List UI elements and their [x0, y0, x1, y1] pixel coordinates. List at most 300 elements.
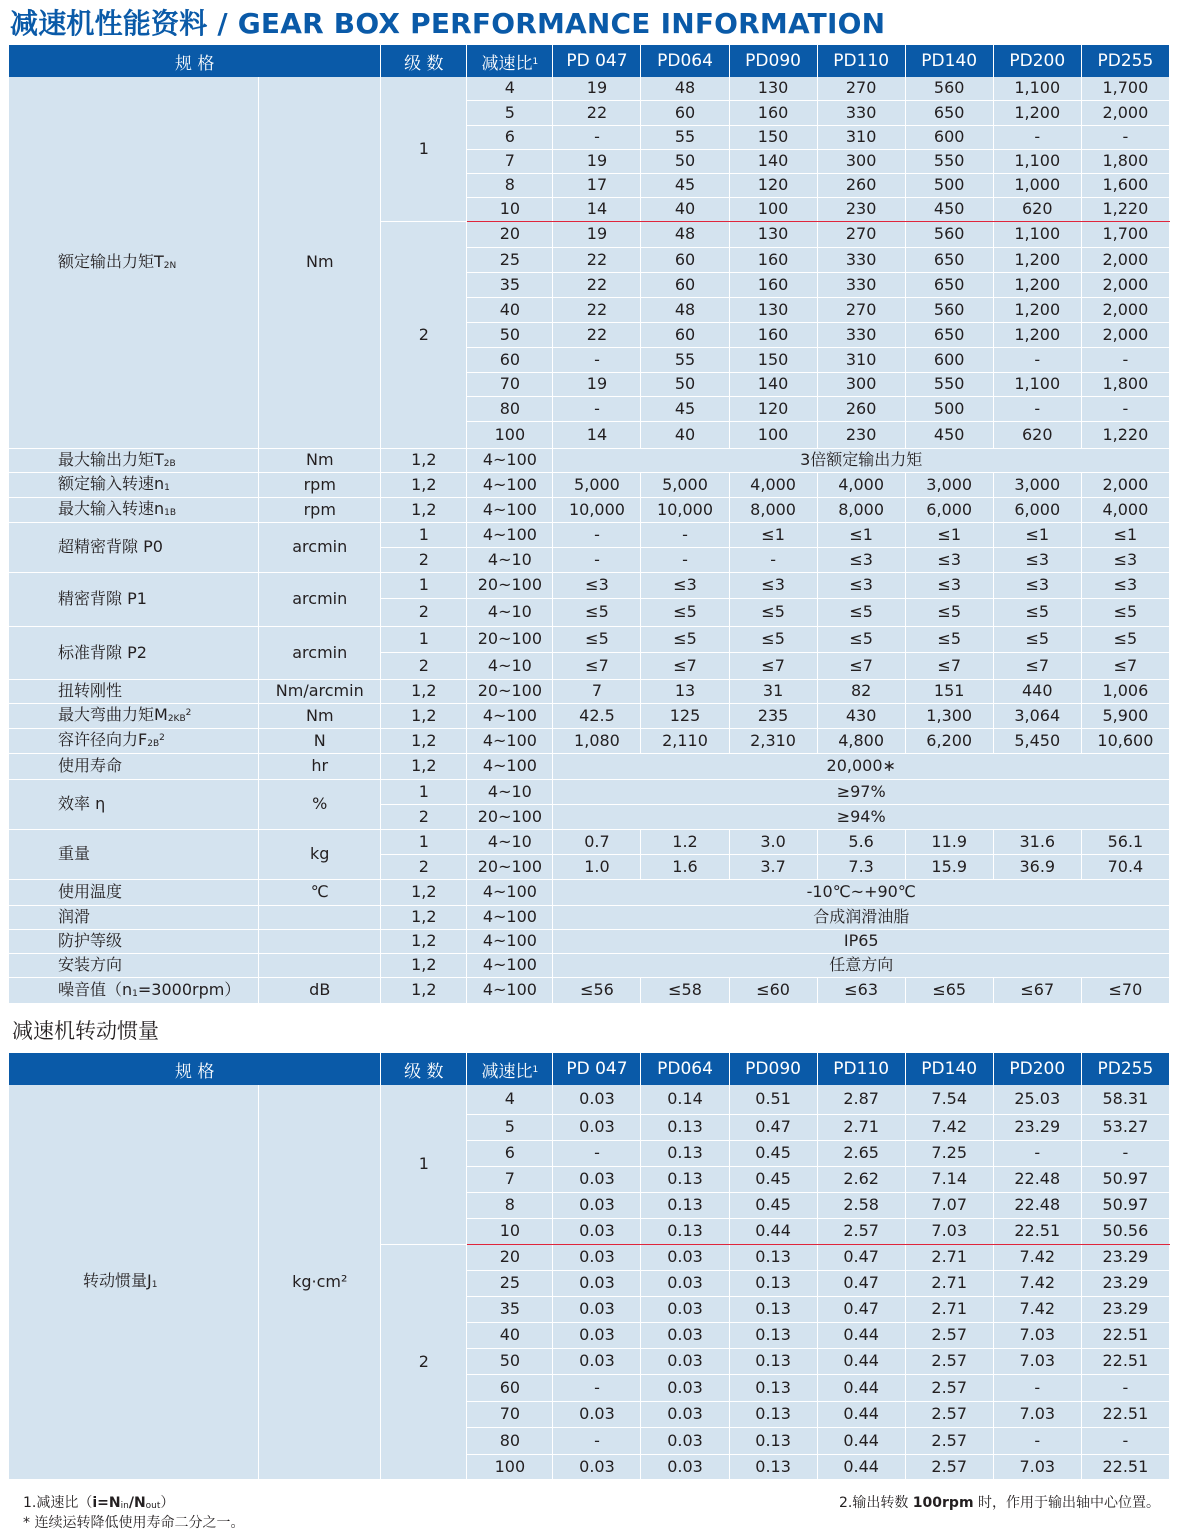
value-cell: 1,100 [993, 149, 1081, 173]
value-cell: 6,000 [905, 497, 993, 522]
value-cell: ≤56 [553, 977, 641, 1003]
value-cell: 0.03 [553, 1244, 641, 1270]
value-cell: 130 [729, 77, 817, 100]
temperature-label: 使用温度 [9, 879, 259, 905]
ratio-cell: 35 [467, 272, 553, 297]
value-cell: 0.13 [729, 1454, 817, 1479]
value-cell: - [553, 1140, 641, 1166]
value-cell: 7.25 [905, 1140, 993, 1166]
value-cell: 1,300 [905, 703, 993, 728]
table-row [9, 929, 1170, 953]
value-cell: 650 [905, 322, 993, 347]
table-row [9, 703, 1170, 728]
value-cell: 0.13 [641, 1192, 729, 1218]
value-cell: 7.07 [905, 1192, 993, 1218]
stage-cell: 1 [381, 522, 467, 547]
value-cell: - [553, 347, 641, 372]
value-cell: 0.03 [553, 1218, 641, 1244]
value-cell: 140 [729, 372, 817, 396]
value-cell: 25.03 [993, 1085, 1081, 1114]
value-cell: 270 [817, 77, 905, 100]
ratio-cell: 4~100 [467, 497, 553, 522]
value-cell: 3.0 [729, 829, 817, 854]
ratio-cell: 4~10 [467, 829, 553, 854]
ratio-cell: 10 [467, 197, 553, 221]
value-cell: - [553, 547, 641, 572]
value-cell: ≤63 [817, 977, 905, 1003]
max_torque-value: 3倍额定输出力矩 [553, 448, 1170, 472]
table-row [9, 905, 1170, 929]
value-cell: 0.47 [817, 1296, 905, 1322]
value-cell: 3.7 [729, 854, 817, 879]
value-cell: 0.45 [729, 1140, 817, 1166]
table-row [9, 879, 1170, 905]
value-cell: 1,200 [993, 322, 1081, 347]
value-cell: 1,600 [1081, 173, 1169, 197]
value-cell: ≤5 [729, 598, 817, 626]
header-model: PD140 [905, 1053, 993, 1085]
ratio-cell: 25 [467, 1270, 553, 1296]
header-model: PD090 [729, 1053, 817, 1085]
value-cell: 1,100 [993, 221, 1081, 247]
backlash_p2-label: 标准背隙 P2 [9, 626, 259, 679]
ratio-cell: 8 [467, 1192, 553, 1218]
value-cell: 650 [905, 272, 993, 297]
value-cell: 55 [641, 125, 729, 149]
value-cell: 22 [553, 247, 641, 272]
value-cell: 3,000 [905, 472, 993, 497]
weight-unit: kg [259, 829, 381, 879]
value-cell: ≤7 [553, 652, 641, 679]
value-cell: ≤5 [817, 626, 905, 652]
value-cell: 19 [553, 77, 641, 100]
ratio-cell: 4~100 [467, 728, 553, 753]
value-cell: 150 [729, 125, 817, 149]
value-cell: 560 [905, 221, 993, 247]
value-cell: - [641, 547, 729, 572]
table-row [9, 779, 1170, 804]
stage-cell: 1,2 [381, 929, 467, 953]
value-cell: 50.97 [1081, 1166, 1169, 1192]
value-cell: 10,000 [553, 497, 641, 522]
value-cell: 2,110 [641, 728, 729, 753]
value-cell: 4,000 [729, 472, 817, 497]
value-cell: 23.29 [1081, 1270, 1169, 1296]
value-cell: 0.03 [641, 1401, 729, 1427]
value-cell: - [1081, 125, 1169, 149]
value-cell: 11.9 [905, 829, 993, 854]
value-cell: 650 [905, 100, 993, 125]
ratio-cell: 80 [467, 396, 553, 421]
value-cell: 0.13 [729, 1296, 817, 1322]
ratio-cell: 20~100 [467, 804, 553, 829]
value-cell: 1,700 [1081, 221, 1169, 247]
value-cell: 2.71 [905, 1270, 993, 1296]
ratio-cell: 100 [467, 421, 553, 448]
value-cell: ≤3 [553, 572, 641, 598]
value-cell: ≤7 [993, 652, 1081, 679]
value-cell: 7.03 [993, 1454, 1081, 1479]
value-cell: 7 [553, 679, 641, 703]
stage-cell: 1,2 [381, 703, 467, 728]
value-cell: 48 [641, 297, 729, 322]
value-cell: 8,000 [729, 497, 817, 522]
header-ratio: 减速比$^1$ [467, 1053, 553, 1085]
value-cell: - [729, 547, 817, 572]
protection-value: IP65 [553, 929, 1170, 953]
value-cell: ≤3 [641, 572, 729, 598]
stiffness-label: 扭转刚性 [9, 679, 259, 703]
table-row [9, 448, 1170, 472]
mounting-label: 安装方向 [9, 953, 259, 977]
value-cell: 4,000 [1081, 497, 1169, 522]
value-cell: 19 [553, 149, 641, 173]
stage-cell: 1,2 [381, 977, 467, 1003]
value-cell: 0.03 [641, 1244, 729, 1270]
ratio-cell: 40 [467, 297, 553, 322]
value-cell: - [553, 1374, 641, 1401]
ratio-cell: 60 [467, 1374, 553, 1401]
ratio-cell: 100 [467, 1454, 553, 1479]
header-model: PD200 [993, 1053, 1081, 1085]
ratio-cell: 4~100 [467, 448, 553, 472]
value-cell: 2,000 [1081, 322, 1169, 347]
value-cell: 50.56 [1081, 1218, 1169, 1244]
value-cell: 0.44 [817, 1374, 905, 1401]
value-cell: 1,700 [1081, 77, 1169, 100]
value-cell: 42.5 [553, 703, 641, 728]
header-model: PD140 [905, 45, 993, 77]
ratio-cell: 5 [467, 100, 553, 125]
performance-table [8, 45, 1170, 1004]
header-row [9, 1053, 1170, 1085]
stage-cell: 1 [381, 1085, 467, 1244]
header-model: PD110 [817, 1053, 905, 1085]
value-cell: ≤3 [905, 547, 993, 572]
value-cell: 150 [729, 347, 817, 372]
value-cell: ≤65 [905, 977, 993, 1003]
value-cell: 1,100 [993, 77, 1081, 100]
stiffness-unit: Nm/arcmin [259, 679, 381, 703]
value-cell: 100 [729, 421, 817, 448]
value-cell: 0.45 [729, 1166, 817, 1192]
header-model: PD090 [729, 45, 817, 77]
value-cell: ≤3 [993, 572, 1081, 598]
stage-cell: 2 [381, 854, 467, 879]
value-cell: 0.03 [553, 1192, 641, 1218]
value-cell: 0.03 [553, 1085, 641, 1114]
mounting-value: 任意方向 [553, 953, 1170, 977]
value-cell: - [993, 125, 1081, 149]
value-cell: 48 [641, 221, 729, 247]
value-cell: 560 [905, 77, 993, 100]
ratio-cell: 80 [467, 1427, 553, 1454]
value-cell: 0.03 [553, 1454, 641, 1479]
value-cell: 22.51 [1081, 1348, 1169, 1374]
ratio-cell: 4~100 [467, 753, 553, 779]
value-cell: 14 [553, 197, 641, 221]
value-cell: 1,080 [553, 728, 641, 753]
table-row [9, 679, 1170, 703]
value-cell: 13 [641, 679, 729, 703]
max_speed-label: 最大输入转速$n_{1B}$ [9, 497, 259, 522]
protection-unit [259, 929, 381, 953]
value-cell: 2.71 [905, 1244, 993, 1270]
value-cell: 2.57 [905, 1454, 993, 1479]
value-cell: ≤7 [729, 652, 817, 679]
value-cell: 440 [993, 679, 1081, 703]
value-cell: 0.14 [641, 1085, 729, 1114]
value-cell: 23.29 [993, 1114, 1081, 1140]
value-cell: 0.7 [553, 829, 641, 854]
value-cell: - [553, 1427, 641, 1454]
value-cell: 2.87 [817, 1085, 905, 1114]
value-cell: 0.44 [817, 1427, 905, 1454]
value-cell: 235 [729, 703, 817, 728]
value-cell: ≤3 [905, 572, 993, 598]
value-cell: ≤7 [1081, 652, 1169, 679]
efficiency-unit: % [259, 779, 381, 829]
value-cell: 1,800 [1081, 149, 1169, 173]
value-cell: - [1081, 396, 1169, 421]
bending-label: 最大弯曲力矩$M_{2KB}^2$ [9, 703, 259, 728]
value-cell: 31 [729, 679, 817, 703]
page-title: 减速机性能资料 / GEAR BOX PERFORMANCE INFORMATION [10, 7, 886, 40]
stage-cell: 1,2 [381, 472, 467, 497]
value-cell: ≤5 [729, 626, 817, 652]
value-cell: 230 [817, 197, 905, 221]
stage-cell: 2 [381, 221, 467, 448]
ratio-cell: 20~100 [467, 854, 553, 879]
temperature-unit: ℃ [259, 879, 381, 905]
value-cell: ≤1 [905, 522, 993, 547]
value-cell: 1,006 [1081, 679, 1169, 703]
value-cell: 60 [641, 247, 729, 272]
value-cell: ≤5 [553, 598, 641, 626]
value-cell: 0.03 [553, 1401, 641, 1427]
value-cell: 100 [729, 197, 817, 221]
value-cell: 2,310 [729, 728, 817, 753]
value-cell: 620 [993, 197, 1081, 221]
header-model: PD 047 [553, 45, 641, 77]
stage-cell: 1,2 [381, 953, 467, 977]
value-cell: 0.13 [641, 1166, 729, 1192]
value-cell: 550 [905, 372, 993, 396]
value-cell: 2.57 [905, 1374, 993, 1401]
table-row [9, 472, 1170, 497]
ratio-cell: 6 [467, 125, 553, 149]
value-cell: 45 [641, 173, 729, 197]
value-cell: 22.51 [1081, 1454, 1169, 1479]
ratio-cell: 4~100 [467, 879, 553, 905]
value-cell: - [993, 396, 1081, 421]
ratio-cell: 20~100 [467, 679, 553, 703]
value-cell: 4,800 [817, 728, 905, 753]
footnote-3: * 连续运转降低使用寿命二分之一。 [23, 1515, 245, 1531]
value-cell: 120 [729, 173, 817, 197]
value-cell: 23.29 [1081, 1244, 1169, 1270]
value-cell: 50 [641, 372, 729, 396]
value-cell: 60 [641, 322, 729, 347]
ratio-cell: 25 [467, 247, 553, 272]
value-cell: ≤70 [1081, 977, 1169, 1003]
efficiency-label: 效率 η [9, 779, 259, 829]
value-cell: 1,200 [993, 247, 1081, 272]
value-cell: 40 [641, 421, 729, 448]
value-cell: 17 [553, 173, 641, 197]
value-cell: - [993, 1140, 1081, 1166]
ratio-cell: 4~100 [467, 703, 553, 728]
value-cell: 7.42 [993, 1270, 1081, 1296]
max_speed-unit: rpm [259, 497, 381, 522]
value-cell: 0.03 [641, 1427, 729, 1454]
value-cell: 560 [905, 297, 993, 322]
ratio-cell: 20~100 [467, 626, 553, 652]
value-cell: 10,000 [641, 497, 729, 522]
footnote-2: 2.输出转数 100rpm 时，作用于输出轴中心位置。 [838, 1495, 1160, 1511]
ratio-cell: 4~100 [467, 953, 553, 977]
value-cell: ≤3 [817, 572, 905, 598]
value-cell: 1,000 [993, 173, 1081, 197]
ratio-cell: 4~100 [467, 522, 553, 547]
value-cell: ≤5 [905, 626, 993, 652]
ratio-cell: 50 [467, 1348, 553, 1374]
value-cell: ≤5 [1081, 626, 1169, 652]
value-cell: 14 [553, 421, 641, 448]
value-cell: ≤1 [1081, 522, 1169, 547]
value-cell: - [553, 522, 641, 547]
value-cell: 130 [729, 221, 817, 247]
header-model: PD064 [641, 45, 729, 77]
value-cell: 50 [641, 149, 729, 173]
value-cell: 2.71 [905, 1296, 993, 1322]
value-cell: ≤5 [641, 626, 729, 652]
value-cell: ≤1 [729, 522, 817, 547]
value-cell: ≤5 [553, 626, 641, 652]
value-cell: 0.03 [553, 1166, 641, 1192]
rated-torque-label: 额定输出力矩$T_{2N}$ [9, 77, 259, 448]
value-cell: 160 [729, 247, 817, 272]
backlash_p1-label: 精密背隙 P1 [9, 572, 259, 626]
ratio-cell: 20~100 [467, 572, 553, 598]
ratio-cell: 10 [467, 1218, 553, 1244]
value-cell: 4,000 [817, 472, 905, 497]
value-cell: 22 [553, 322, 641, 347]
value-cell: 330 [817, 100, 905, 125]
efficiency-value: ≥94% [553, 804, 1170, 829]
stage-cell: 1 [381, 779, 467, 804]
ratio-cell: 4 [467, 1085, 553, 1114]
value-cell: ≤3 [817, 547, 905, 572]
value-cell: 3,000 [993, 472, 1081, 497]
value-cell: 19 [553, 372, 641, 396]
stage-cell: 2 [381, 547, 467, 572]
value-cell: 2.57 [905, 1427, 993, 1454]
value-cell: 22 [553, 297, 641, 322]
value-cell: 620 [993, 421, 1081, 448]
value-cell: 2.58 [817, 1192, 905, 1218]
value-cell: 0.13 [641, 1218, 729, 1244]
ratio-cell: 4~10 [467, 779, 553, 804]
value-cell: 82 [817, 679, 905, 703]
value-cell: 5,450 [993, 728, 1081, 753]
value-cell: 6,200 [905, 728, 993, 753]
protection-label: 防护等级 [9, 929, 259, 953]
value-cell: 40 [641, 197, 729, 221]
stage-cell: 2 [381, 598, 467, 626]
value-cell: 5,000 [553, 472, 641, 497]
value-cell: ≤5 [1081, 598, 1169, 626]
value-cell: 0.44 [817, 1401, 905, 1427]
table-row [9, 829, 1170, 854]
value-cell: 270 [817, 221, 905, 247]
value-cell: 22.48 [993, 1166, 1081, 1192]
value-cell: 1,100 [993, 372, 1081, 396]
ratio-cell: 6 [467, 1140, 553, 1166]
value-cell: 0.13 [729, 1322, 817, 1348]
ratio-cell: 60 [467, 347, 553, 372]
value-cell: 0.44 [817, 1454, 905, 1479]
inertia-label: 转动惯量$J_1$ [9, 1085, 259, 1479]
value-cell: 1.6 [641, 854, 729, 879]
value-cell: 0.47 [729, 1114, 817, 1140]
value-cell: 7.03 [905, 1218, 993, 1244]
value-cell: 5.6 [817, 829, 905, 854]
value-cell: - [1081, 1427, 1169, 1454]
stage-cell: 2 [381, 1244, 467, 1479]
value-cell: ≤5 [993, 598, 1081, 626]
value-cell: 7.03 [993, 1348, 1081, 1374]
value-cell: 3,064 [993, 703, 1081, 728]
value-cell: 0.44 [817, 1348, 905, 1374]
table-row [9, 497, 1170, 522]
value-cell: 7.42 [993, 1244, 1081, 1270]
value-cell: 600 [905, 347, 993, 372]
value-cell: 0.47 [817, 1244, 905, 1270]
value-cell: 0.03 [553, 1348, 641, 1374]
value-cell: ≤60 [729, 977, 817, 1003]
value-cell: 2.57 [817, 1218, 905, 1244]
inertia-title: 减速机转动惯量 [12, 1019, 159, 1043]
value-cell: 0.03 [641, 1454, 729, 1479]
value-cell: 7.42 [993, 1296, 1081, 1322]
ratio-cell: 50 [467, 322, 553, 347]
value-cell: 0.13 [729, 1270, 817, 1296]
value-cell: 1,220 [1081, 421, 1169, 448]
rated_speed-label: 额定输入转速$n_1$ [9, 472, 259, 497]
rated_speed-unit: rpm [259, 472, 381, 497]
value-cell: 600 [905, 125, 993, 149]
value-cell: 0.03 [553, 1296, 641, 1322]
value-cell: 22.51 [993, 1218, 1081, 1244]
value-cell: 2.57 [905, 1348, 993, 1374]
value-cell: 260 [817, 396, 905, 421]
value-cell: 300 [817, 372, 905, 396]
value-cell: ≤67 [993, 977, 1081, 1003]
value-cell: ≤7 [641, 652, 729, 679]
table-row [9, 753, 1170, 779]
value-cell: 2,000 [1081, 472, 1169, 497]
value-cell: 120 [729, 396, 817, 421]
value-cell: ≤1 [993, 522, 1081, 547]
value-cell: 260 [817, 173, 905, 197]
header-model: PD255 [1081, 1053, 1169, 1085]
ratio-cell: 35 [467, 1296, 553, 1322]
value-cell: 160 [729, 272, 817, 297]
value-cell: 330 [817, 272, 905, 297]
value-cell: 70.4 [1081, 854, 1169, 879]
max_torque-unit: Nm [259, 448, 381, 472]
